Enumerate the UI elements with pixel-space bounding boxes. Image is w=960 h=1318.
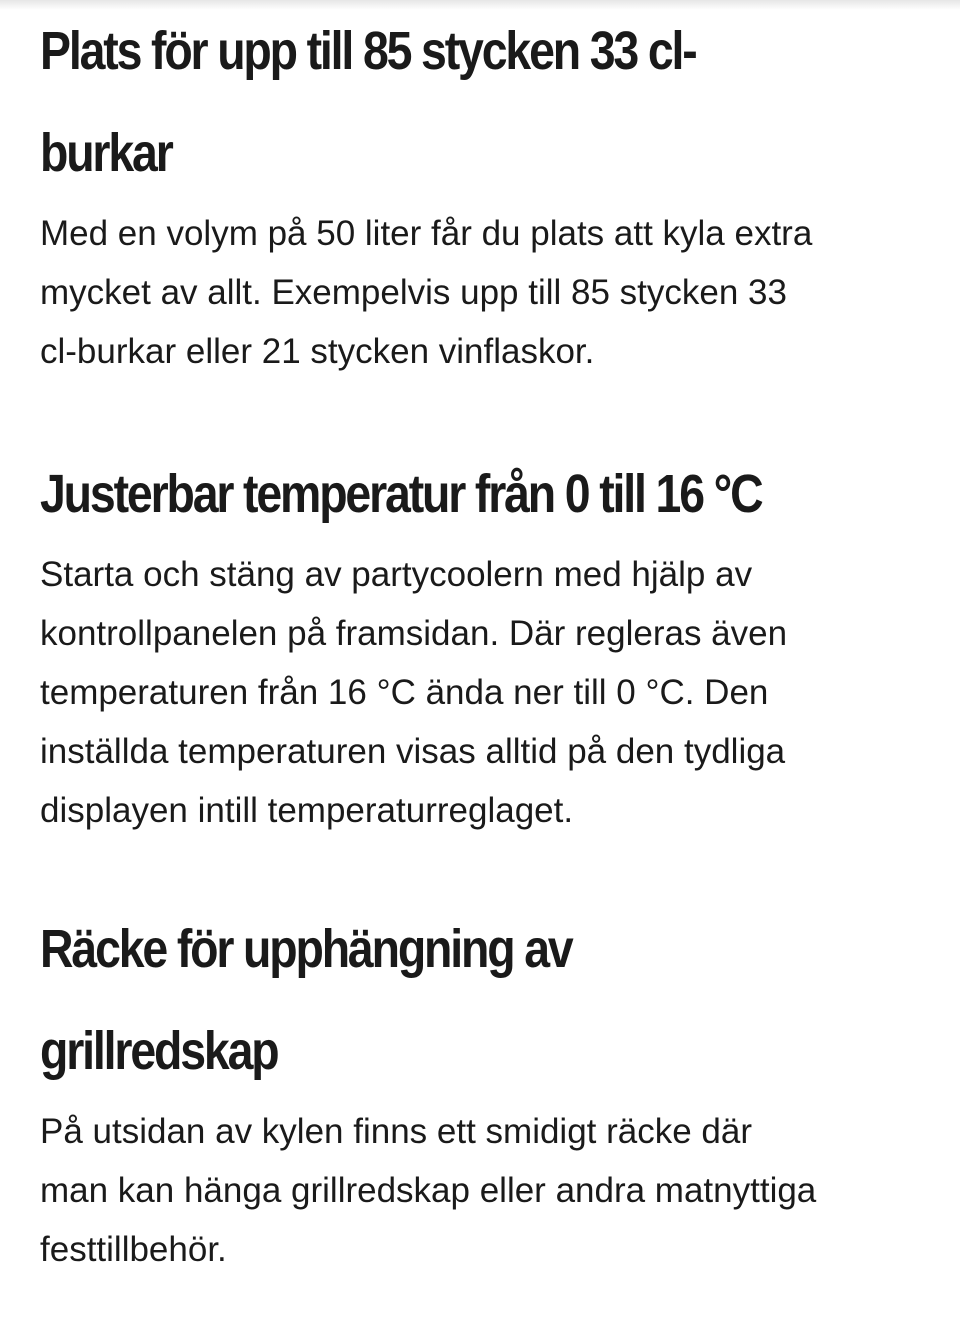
body-line: På utsidan av kylen finns ett smidigt räcke där <box>40 1112 753 1151</box>
body-line: Med en volym på 50 liter får du plats att kyla extra <box>40 214 813 253</box>
heading-line: burkar <box>40 123 172 183</box>
body-line: kontrollpanelen på framsidan. Där regleras även <box>40 614 788 653</box>
section-body <box>40 545 879 840</box>
section-capacity <box>40 0 812 381</box>
section-heading <box>40 0 704 204</box>
heading-line: grillredskap <box>40 1021 278 1081</box>
body-line: Starta och stäng av partycoolern med hjälp av <box>40 555 753 594</box>
body-line: temperaturen från 16 °C ända ner till 0 °C. Den <box>40 673 769 712</box>
body-line: inställda temperaturen visas alltid på den tydliga <box>40 732 786 771</box>
section-heading <box>40 898 708 1102</box>
body-line: displayen intill temperaturreglaget. <box>40 791 574 830</box>
section-rack <box>40 898 816 1279</box>
body-line: man kan hänga grillredskap eller andra matnyttiga <box>40 1171 817 1210</box>
body-line: festtillbehör. <box>40 1230 227 1269</box>
heading-line: Räcke för upphängning av <box>40 919 572 979</box>
heading-line: Justerbar temperatur från 0 till 16 °C <box>40 464 762 524</box>
section-body <box>40 204 812 381</box>
section-body <box>40 1102 816 1279</box>
body-line: mycket av allt. Exempelvis upp till 85 stycken 33 <box>40 273 787 312</box>
section-temperature <box>40 443 879 840</box>
heading-line: Plats för upp till 85 stycken 33 cl- <box>40 21 696 81</box>
body-line: cl-burkar eller 21 stycken vinflaskor. <box>40 332 595 371</box>
section-heading <box>40 443 761 545</box>
